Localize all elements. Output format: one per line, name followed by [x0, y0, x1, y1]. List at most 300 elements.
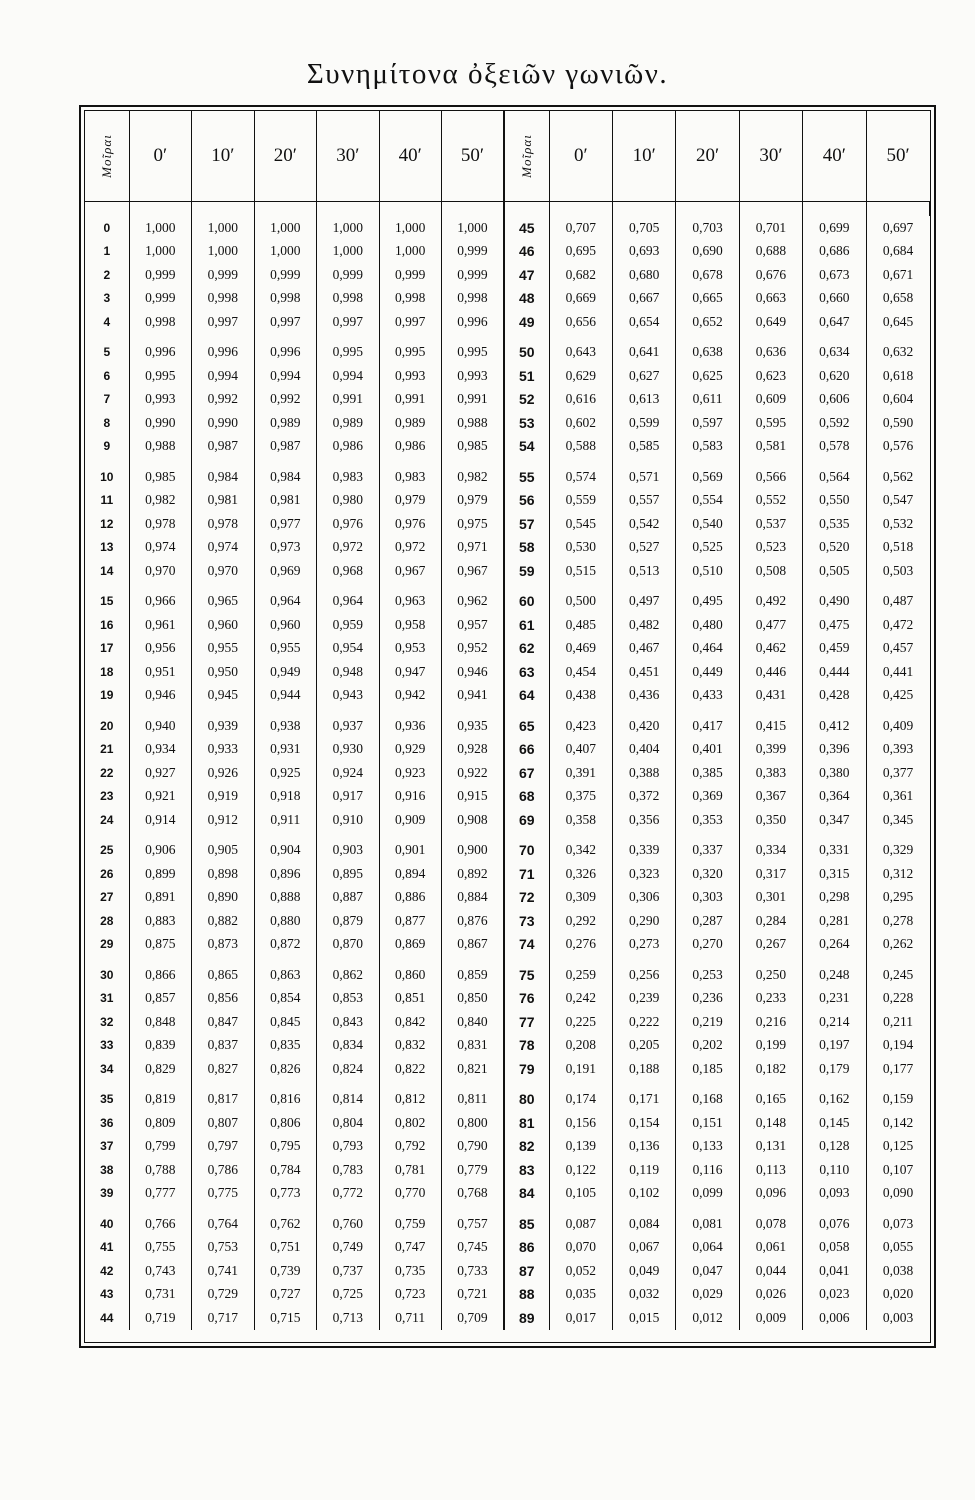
minutes-header: 30′	[317, 111, 379, 202]
value-cell: 0,616	[549, 388, 612, 412]
value-cell: 0,649	[739, 310, 802, 334]
value-cell: 0,527	[612, 536, 675, 560]
degree-cell: 63	[504, 660, 549, 684]
table-row	[85, 1111, 930, 1135]
value-cell: 0,250	[739, 956, 802, 987]
value-cell: 0,090	[882, 1185, 914, 1201]
degree-cell: 43	[85, 1283, 129, 1307]
value-cell: 0,428	[803, 684, 866, 708]
value-cell: 0,990	[192, 411, 254, 435]
value-cell: 0,845	[254, 1010, 316, 1034]
value-cell: 0,793	[317, 1135, 379, 1159]
value-cell: 0,377	[882, 764, 914, 780]
degree-cell: 36	[85, 1111, 129, 1135]
value-cell: 0,433	[676, 684, 739, 708]
degree-cell: 57	[504, 512, 549, 536]
value-cell: 0,857	[129, 987, 191, 1011]
value-cell: 0,396	[803, 738, 866, 762]
value-cell: 0,436	[612, 684, 675, 708]
value-cell: 0,999	[317, 263, 379, 287]
degree-cell: 35	[85, 1081, 129, 1112]
degree-cell: 64	[504, 684, 549, 708]
degree-cell: 84	[504, 1182, 549, 1206]
value-cell: 0,495	[676, 583, 739, 614]
value-cell: 0,309	[549, 886, 612, 910]
value-cell: 0,860	[379, 956, 441, 987]
table-row	[85, 956, 930, 987]
value-cell: 0,671	[882, 266, 914, 282]
table-row	[85, 637, 930, 661]
value-cell: 0,547	[882, 492, 914, 508]
value-cell: 0,859	[441, 956, 504, 987]
degree-cell: 85	[504, 1205, 549, 1236]
value-cell: 0,812	[379, 1081, 441, 1112]
value-cell: 0,641	[612, 334, 675, 365]
degree-cell: 59	[504, 559, 549, 583]
value-cell: 0,188	[612, 1057, 675, 1081]
degree-cell: 88	[504, 1283, 549, 1307]
value-cell: 0,926	[192, 761, 254, 785]
value-cell: 0,832	[379, 1034, 441, 1058]
value-cell: 0,248	[803, 956, 866, 987]
minutes-header: 0′	[129, 111, 191, 202]
value-cell: 0,320	[676, 862, 739, 886]
value-cell: 0,284	[739, 909, 802, 933]
value-cell: 0,715	[254, 1306, 316, 1330]
table-row	[85, 411, 930, 435]
value-cell: 0,578	[803, 435, 866, 459]
value-cell: 0,992	[254, 388, 316, 412]
value-cell: 0,599	[612, 411, 675, 435]
value-cell: 0,081	[676, 1205, 739, 1236]
value-cell: 0,759	[379, 1205, 441, 1236]
value-cell: 0,986	[379, 435, 441, 459]
value-cell: 0,886	[379, 886, 441, 910]
value-cell: 0,788	[129, 1158, 191, 1182]
value-cell: 1,000	[192, 240, 254, 264]
degree-cell: 5	[85, 334, 129, 365]
value-cell: 0,900	[441, 832, 504, 863]
value-cell: 0,492	[739, 583, 802, 614]
value-cell: 0,976	[317, 512, 379, 536]
value-cell: 0,676	[739, 263, 802, 287]
degree-cell: 52	[504, 388, 549, 412]
degree-cell: 72	[504, 886, 549, 910]
value-cell: 0,995	[129, 364, 191, 388]
value-cell: 0,358	[549, 808, 612, 832]
value-cell: 0,182	[739, 1057, 802, 1081]
value-cell: 0,276	[549, 933, 612, 957]
degree-cell: 80	[504, 1081, 549, 1112]
value-cell: 0,996	[129, 334, 191, 365]
value-cell: 0,989	[379, 411, 441, 435]
value-cell: 0,906	[129, 832, 191, 863]
value-cell: 0,882	[192, 909, 254, 933]
degree-cell: 78	[504, 1034, 549, 1058]
value-cell: 0,883	[129, 909, 191, 933]
value-cell: 0,970	[192, 559, 254, 583]
value-cell: 0,139	[549, 1135, 612, 1159]
value-cell: 0,870	[317, 933, 379, 957]
value-cell: 0,566	[739, 458, 802, 489]
value-cell: 0,513	[612, 559, 675, 583]
value-cell: 0,697	[882, 219, 914, 235]
value-cell: 0,259	[549, 956, 612, 987]
value-cell: 0,656	[549, 310, 612, 334]
value-cell: 0,937	[317, 707, 379, 738]
value-cell: 0,625	[676, 364, 739, 388]
table-row	[85, 761, 930, 785]
value-cell: 0,469	[549, 637, 612, 661]
value-cell: 0,611	[676, 388, 739, 412]
value-cell: 0,996	[254, 334, 316, 365]
value-cell: 0,058	[803, 1236, 866, 1260]
degree-cell: 68	[504, 785, 549, 809]
value-cell: 0,315	[803, 862, 866, 886]
value-cell: 0,887	[317, 886, 379, 910]
value-cell: 0,475	[803, 613, 866, 637]
value-cell: 0,954	[317, 637, 379, 661]
minutes-header: 0′	[549, 111, 612, 202]
value-cell: 0,159	[882, 1091, 914, 1107]
degree-cell: 1	[85, 240, 129, 264]
value-cell: 0,407	[549, 738, 612, 762]
value-cell: 0,916	[379, 785, 441, 809]
value-cell: 0,851	[379, 987, 441, 1011]
value-cell: 0,693	[612, 240, 675, 264]
value-cell: 0,267	[739, 933, 802, 957]
value-cell: 0,976	[379, 512, 441, 536]
value-cell: 0,583	[676, 435, 739, 459]
value-cell: 1,000	[317, 216, 379, 240]
value-cell: 0,950	[192, 660, 254, 684]
value-cell: 0,819	[129, 1081, 191, 1112]
degree-cell: 45	[504, 216, 549, 240]
degree-cell: 40	[85, 1205, 129, 1236]
value-cell: 0,076	[803, 1205, 866, 1236]
degree-cell: 66	[504, 738, 549, 762]
degree-cell: 9	[85, 435, 129, 459]
value-cell: 0,165	[739, 1081, 802, 1112]
value-cell: 0,564	[803, 458, 866, 489]
value-cell: 0,949	[254, 660, 316, 684]
value-cell: 0,385	[676, 761, 739, 785]
degree-cell: 86	[504, 1236, 549, 1260]
page-title: Συνημίτονα ὀξειῶν γωνιῶν.	[306, 58, 669, 90]
value-cell: 0,896	[254, 862, 316, 886]
value-cell: 0,964	[254, 583, 316, 614]
degree-cell: 20	[85, 707, 129, 738]
value-cell: 0,515	[549, 559, 612, 583]
degree-cell: 23	[85, 785, 129, 809]
degree-cell: 16	[85, 613, 129, 637]
value-cell: 0,537	[739, 512, 802, 536]
table-row	[85, 287, 930, 311]
value-cell: 0,576	[882, 438, 914, 454]
value-cell: 0,760	[317, 1205, 379, 1236]
degree-cell: 65	[504, 707, 549, 738]
value-cell: 0,814	[317, 1081, 379, 1112]
value-cell: 0,425	[882, 687, 914, 703]
table-row	[85, 886, 930, 910]
value-cell: 0,353	[676, 808, 739, 832]
value-cell: 0,326	[549, 862, 612, 886]
value-cell: 0,312	[882, 865, 914, 881]
value-cell: 0,757	[441, 1205, 504, 1236]
value-cell: 0,225	[549, 1010, 612, 1034]
value-cell: 1,000	[254, 216, 316, 240]
value-cell: 0,948	[317, 660, 379, 684]
value-cell: 0,959	[317, 613, 379, 637]
value-cell: 0,924	[317, 761, 379, 785]
minutes-header: 30′	[739, 111, 802, 202]
value-cell: 0,253	[676, 956, 739, 987]
value-cell: 0,070	[549, 1236, 612, 1260]
degree-cell: 4	[85, 310, 129, 334]
degree-cell: 44	[85, 1306, 129, 1330]
value-cell: 0,634	[803, 334, 866, 365]
value-cell: 0,482	[612, 613, 675, 637]
table-row	[85, 1057, 930, 1081]
degree-cell: 12	[85, 512, 129, 536]
value-cell: 0,503	[882, 562, 914, 578]
table-row	[85, 909, 930, 933]
value-cell: 0,998	[379, 287, 441, 311]
value-cell: 0,298	[803, 886, 866, 910]
value-cell: 0,562	[882, 468, 914, 484]
degree-cell: 55	[504, 458, 549, 489]
value-cell: 0,105	[549, 1182, 612, 1206]
value-cell: 0,942	[379, 684, 441, 708]
degree-cell: 62	[504, 637, 549, 661]
degree-cell: 30	[85, 956, 129, 987]
value-cell: 0,842	[379, 1010, 441, 1034]
value-cell: 0,540	[676, 512, 739, 536]
value-cell: 0,317	[739, 862, 802, 886]
value-cell: 0,295	[882, 889, 914, 905]
value-cell: 0,867	[441, 933, 504, 957]
value-cell: 0,974	[129, 536, 191, 560]
header-row	[85, 111, 930, 202]
degree-cell: 79	[504, 1057, 549, 1081]
value-cell: 0,264	[803, 933, 866, 957]
value-cell: 0,984	[192, 458, 254, 489]
value-cell: 0,211	[883, 1013, 913, 1029]
value-cell: 0,093	[803, 1182, 866, 1206]
value-cell: 0,500	[549, 583, 612, 614]
value-cell: 0,613	[612, 388, 675, 412]
value-cell: 0,375	[549, 785, 612, 809]
value-cell: 0,003	[882, 1309, 914, 1325]
degree-cell: 75	[504, 956, 549, 987]
value-cell: 0,367	[739, 785, 802, 809]
value-cell: 0,850	[441, 987, 504, 1011]
value-cell: 0,508	[739, 559, 802, 583]
value-cell: 0,983	[379, 458, 441, 489]
value-cell: 0,753	[192, 1236, 254, 1260]
value-cell: 0,766	[129, 1205, 191, 1236]
value-cell: 0,278	[882, 912, 914, 928]
value-cell: 0,802	[379, 1111, 441, 1135]
value-cell: 0,585	[612, 435, 675, 459]
degree-cell: 19	[85, 684, 129, 708]
value-cell: 0,242	[549, 987, 612, 1011]
value-cell: 0,875	[129, 933, 191, 957]
degree-cell: 25	[85, 832, 129, 863]
value-cell: 1,000	[317, 240, 379, 264]
value-cell: 0,962	[441, 583, 504, 614]
value-cell: 0,979	[441, 489, 504, 513]
value-cell: 0,044	[739, 1259, 802, 1283]
value-cell: 0,951	[129, 660, 191, 684]
value-cell: 0,525	[676, 536, 739, 560]
value-cell: 0,998	[441, 287, 504, 311]
minutes-header: 10′	[192, 111, 254, 202]
value-cell: 0,110	[803, 1158, 866, 1182]
value-cell: 0,865	[192, 956, 254, 987]
value-cell: 0,998	[192, 287, 254, 311]
value-cell: 0,989	[317, 411, 379, 435]
value-cell: 0,835	[254, 1034, 316, 1058]
value-cell: 0,654	[612, 310, 675, 334]
value-cell: 0,921	[129, 785, 191, 809]
degree-cell: 39	[85, 1182, 129, 1206]
value-cell: 0,518	[882, 539, 914, 555]
value-cell: 0,762	[254, 1205, 316, 1236]
value-cell: 0,993	[129, 388, 191, 412]
value-cell: 0,837	[192, 1034, 254, 1058]
table-row	[85, 1259, 930, 1283]
table-frame	[79, 105, 936, 1348]
value-cell: 0,905	[192, 832, 254, 863]
value-cell: 0,705	[612, 216, 675, 240]
value-cell: 0,423	[549, 707, 612, 738]
value-cell: 0,912	[192, 808, 254, 832]
degree-cell: 46	[504, 240, 549, 264]
value-cell: 0,356	[612, 808, 675, 832]
minutes-header: 20′	[676, 111, 739, 202]
value-cell: 0,035	[549, 1283, 612, 1307]
value-cell: 0,901	[379, 832, 441, 863]
value-cell: 0,872	[254, 933, 316, 957]
value-cell: 0,968	[317, 559, 379, 583]
value-cell: 0,592	[803, 411, 866, 435]
value-cell: 0,087	[549, 1205, 612, 1236]
value-cell: 0,663	[739, 287, 802, 311]
value-cell: 0,262	[882, 936, 914, 952]
value-cell: 0,725	[317, 1283, 379, 1307]
value-cell: 0,451	[612, 660, 675, 684]
value-cell: 0,339	[612, 832, 675, 863]
value-cell: 0,073	[882, 1215, 914, 1231]
value-cell: 0,194	[882, 1037, 914, 1053]
value-cell: 0,853	[317, 987, 379, 1011]
table-row	[85, 559, 930, 583]
value-cell: 0,988	[129, 435, 191, 459]
value-cell: 0,399	[739, 738, 802, 762]
degree-header-left: Μοῖραι	[85, 111, 129, 202]
value-cell: 0,743	[129, 1259, 191, 1283]
value-cell: 0,877	[379, 909, 441, 933]
value-cell: 0,795	[254, 1135, 316, 1159]
value-cell: 0,334	[739, 832, 802, 863]
value-cell: 0,998	[317, 287, 379, 311]
value-cell: 0,179	[803, 1057, 866, 1081]
value-cell: 0,991	[317, 388, 379, 412]
value-cell: 0,806	[254, 1111, 316, 1135]
value-cell: 0,219	[676, 1010, 739, 1034]
value-cell: 0,890	[192, 886, 254, 910]
value-cell: 0,477	[739, 613, 802, 637]
value-cell: 0,997	[192, 310, 254, 334]
value-cell: 0,783	[317, 1158, 379, 1182]
value-cell: 0,588	[549, 435, 612, 459]
table-row	[85, 707, 930, 738]
degree-cell: 89	[504, 1306, 549, 1330]
value-cell: 0,701	[739, 216, 802, 240]
value-cell: 0,026	[739, 1283, 802, 1307]
degree-cell: 3	[85, 287, 129, 311]
value-cell: 0,606	[803, 388, 866, 412]
value-cell: 0,174	[549, 1081, 612, 1112]
degree-cell: 28	[85, 909, 129, 933]
value-cell: 0,831	[441, 1034, 504, 1058]
value-cell: 0,409	[882, 717, 914, 733]
value-cell: 0,214	[803, 1010, 866, 1034]
table-row	[85, 808, 930, 832]
degree-cell: 70	[504, 832, 549, 863]
value-cell: 0,216	[739, 1010, 802, 1034]
value-cell: 0,969	[254, 559, 316, 583]
value-cell: 0,947	[379, 660, 441, 684]
degree-cell: 81	[504, 1111, 549, 1135]
value-cell: 1,000	[254, 240, 316, 264]
value-cell: 0,530	[549, 536, 612, 560]
value-cell: 0,652	[676, 310, 739, 334]
minutes-header: 50′	[866, 111, 929, 202]
value-cell: 0,602	[549, 411, 612, 435]
degree-cell: 0	[85, 216, 129, 240]
value-cell: 0,208	[549, 1034, 612, 1058]
value-cell: 0,863	[254, 956, 316, 987]
value-cell: 0,684	[882, 243, 914, 259]
table-row	[85, 364, 930, 388]
table-row	[85, 1010, 930, 1034]
value-cell: 0,755	[129, 1236, 191, 1260]
value-cell: 0,595	[739, 411, 802, 435]
value-cell: 0,682	[549, 263, 612, 287]
degree-cell: 14	[85, 559, 129, 583]
degree-cell: 74	[504, 933, 549, 957]
value-cell: 0,029	[676, 1283, 739, 1307]
value-cell: 0,119	[612, 1158, 675, 1182]
value-cell: 0,361	[882, 788, 914, 804]
value-cell: 0,745	[441, 1236, 504, 1260]
value-cell: 0,999	[129, 263, 191, 287]
value-cell: 0,869	[379, 933, 441, 957]
value-cell: 0,231	[803, 987, 866, 1011]
value-cell: 0,821	[441, 1057, 504, 1081]
value-cell: 0,963	[379, 583, 441, 614]
value-cell: 0,490	[803, 583, 866, 614]
degree-cell: 41	[85, 1236, 129, 1260]
value-cell: 0,973	[254, 536, 316, 560]
minutes-header: 40′	[803, 111, 866, 202]
value-cell: 0,799	[129, 1135, 191, 1159]
value-cell: 0,047	[676, 1259, 739, 1283]
value-cell: 0,925	[254, 761, 316, 785]
degree-cell: 38	[85, 1158, 129, 1182]
